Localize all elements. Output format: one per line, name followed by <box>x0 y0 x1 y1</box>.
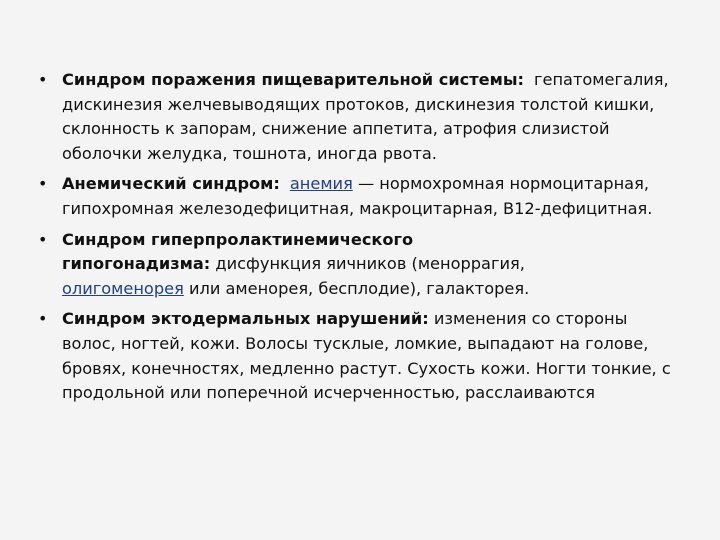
item-heading-line1: Синдром гиперпролактинемического <box>62 229 414 249</box>
item-heading: Синдром поражения пищеварительной системы: <box>62 70 524 89</box>
bullet-icon: • <box>38 229 48 249</box>
list-item-anemic <box>38 172 680 221</box>
item-text: — нормохромная нормоцитарная, гипохромная железодефицитная, макроцитарная, B12-дефицитная. <box>62 174 653 218</box>
list-item-hypogonadism <box>38 228 680 302</box>
item-text-before: дисфункция яичников (меноррагия, <box>215 254 525 274</box>
bullet-list <box>38 68 680 406</box>
item-heading: Анемический синдром: <box>62 174 280 194</box>
bullet-icon: • <box>38 70 48 89</box>
bullet-icon: • <box>38 174 48 194</box>
item-text-after: или аменорея, бесплодие), галакторея. <box>188 278 530 298</box>
item-text: гепатомегалия, дискинезия желчевыводящих протоков, дискинезия толстой кишки, склонность к запорам, снижение аппетита, атрофия слизистой оболочки желудка, тошнота, иногда рвота. <box>62 70 669 163</box>
list-item-digestive <box>38 68 680 166</box>
item-heading: Синдром эктодермальных нарушений: <box>62 309 429 329</box>
item-heading-line2: гипогонадизма: <box>62 254 211 274</box>
list-item-ectodermal <box>38 307 680 405</box>
item-text: изменения со стороны волос, ногтей, кожи. Волосы тусклые, ломкие, выпадают на голове, бровях, конечностях, медленно растут. Сухость кожи. Ногти тонкие, с продольной или поперечной исчерченностью, расслаиваются <box>62 309 671 403</box>
oligomenorrhea-link[interactable]: олигоменорея <box>62 278 184 298</box>
bullet-icon: • <box>38 309 48 329</box>
anemia-link[interactable]: анемия <box>289 174 353 194</box>
